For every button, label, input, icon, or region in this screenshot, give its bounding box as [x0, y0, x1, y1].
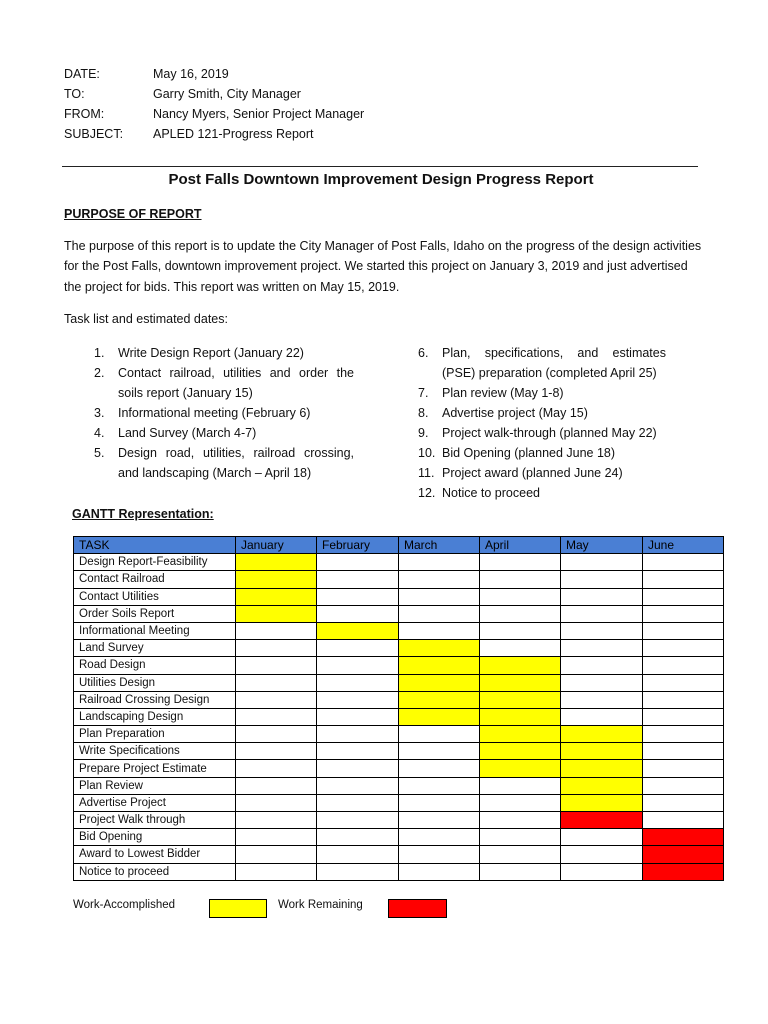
gantt-cell-empty-january: [236, 640, 317, 657]
report-title: Post Falls Downtown Improvement Design Progress Report: [168, 171, 594, 188]
memo-value-from: Nancy Myers, Senior Project Manager: [153, 107, 365, 121]
task-item: [418, 403, 666, 423]
gantt-cell-empty-april: [480, 605, 561, 622]
gantt-cell-empty-june: [643, 554, 724, 571]
task-item: [94, 443, 354, 483]
gantt-row: [74, 794, 724, 811]
gantt-cell-empty-january: [236, 760, 317, 777]
gantt-cell-empty-february: [317, 588, 399, 605]
task-item: [94, 403, 354, 423]
task-number: 10.: [418, 446, 436, 460]
gantt-row: [74, 657, 724, 674]
gantt-cell-empty-january: [236, 812, 317, 829]
gantt-cell-empty-may: [561, 708, 643, 725]
gantt-cell-empty-february: [317, 743, 399, 760]
gantt-cell-empty-february: [317, 571, 399, 588]
gantt-task-name: Bid Opening: [74, 829, 236, 846]
gantt-cell-accomplished-may: [561, 760, 643, 777]
gantt-cell-accomplished-april: [480, 760, 561, 777]
task-number: 1.: [94, 346, 105, 360]
gantt-cell-empty-january: [236, 622, 317, 639]
gantt-cell-empty-april: [480, 622, 561, 639]
gantt-task-name: Railroad Crossing Design: [74, 691, 236, 708]
gantt-row: [74, 812, 724, 829]
task-item: [418, 483, 666, 503]
gantt-cell-empty-march: [399, 812, 480, 829]
gantt-task-name: Advertise Project: [74, 794, 236, 811]
gantt-row: [74, 640, 724, 657]
task-text: Project walk-through (planned May 22): [442, 426, 657, 440]
task-item: [418, 463, 666, 483]
legend-remaining-label: Work Remaining: [278, 899, 363, 911]
gantt-cell-empty-february: [317, 674, 399, 691]
gantt-row: [74, 691, 724, 708]
gantt-cell-empty-february: [317, 846, 399, 863]
gantt-cell-empty-april: [480, 829, 561, 846]
gantt-task-name: Award to Lowest Bidder: [74, 846, 236, 863]
gantt-heading: GANTT Representation:: [72, 507, 214, 521]
gantt-cell-empty-january: [236, 777, 317, 794]
gantt-cell-empty-may: [561, 674, 643, 691]
gantt-cell-empty-april: [480, 863, 561, 880]
gantt-cell-empty-april: [480, 794, 561, 811]
gantt-cell-empty-june: [643, 708, 724, 725]
gantt-row: [74, 622, 724, 639]
gantt-header-task: TASK: [74, 537, 236, 554]
gantt-task-name: Write Specifications: [74, 743, 236, 760]
gantt-cell-empty-june: [643, 777, 724, 794]
gantt-cell-accomplished-april: [480, 708, 561, 725]
gantt-cell-remaining-june: [643, 863, 724, 880]
gantt-cell-empty-june: [643, 640, 724, 657]
gantt-cell-empty-april: [480, 588, 561, 605]
gantt-task-name: Land Survey: [74, 640, 236, 657]
gantt-cell-accomplished-april: [480, 743, 561, 760]
task-number: 4.: [94, 426, 105, 440]
gantt-cell-accomplished-april: [480, 674, 561, 691]
task-item: [418, 343, 666, 383]
task-item: [94, 423, 354, 443]
gantt-header-april: April: [480, 537, 561, 554]
task-number: 6.: [418, 346, 429, 360]
task-item: [418, 443, 666, 463]
task-text: Plan, specifications, and estimates (PSE) preparation (completed April 25): [442, 346, 666, 380]
task-text: Bid Opening (planned June 18): [442, 446, 616, 460]
gantt-cell-empty-june: [643, 605, 724, 622]
task-list-heading: Task list and estimated dates:: [64, 312, 228, 326]
gantt-cell-accomplished-may: [561, 794, 643, 811]
gantt-cell-empty-june: [643, 571, 724, 588]
gantt-cell-accomplished-may: [561, 743, 643, 760]
gantt-cell-empty-may: [561, 622, 643, 639]
gantt-cell-empty-april: [480, 777, 561, 794]
gantt-cell-accomplished-march: [399, 691, 480, 708]
gantt-row: [74, 726, 724, 743]
gantt-cell-empty-may: [561, 829, 643, 846]
gantt-header-june: June: [643, 537, 724, 554]
gantt-task-name: Design Report-Feasibility: [74, 554, 236, 571]
task-item: [94, 343, 354, 363]
gantt-cell-empty-april: [480, 812, 561, 829]
gantt-task-name: Order Soils Report: [74, 605, 236, 622]
gantt-task-name: Contact Railroad: [74, 571, 236, 588]
gantt-cell-accomplished-april: [480, 726, 561, 743]
gantt-row: [74, 605, 724, 622]
task-number: 9.: [418, 426, 429, 440]
gantt-cell-empty-june: [643, 674, 724, 691]
gantt-cell-empty-march: [399, 846, 480, 863]
gantt-cell-accomplished-march: [399, 708, 480, 725]
gantt-cell-accomplished-january: [236, 554, 317, 571]
gantt-cell-empty-may: [561, 640, 643, 657]
task-number: 2.: [94, 366, 105, 380]
gantt-cell-accomplished-january: [236, 571, 317, 588]
task-number: 11.: [418, 466, 435, 480]
gantt-cell-accomplished-april: [480, 657, 561, 674]
task-item: [418, 423, 666, 443]
gantt-task-name: Plan Review: [74, 777, 236, 794]
gantt-cell-empty-march: [399, 622, 480, 639]
gantt-cell-empty-february: [317, 708, 399, 725]
gantt-cell-empty-april: [480, 640, 561, 657]
gantt-cell-empty-february: [317, 812, 399, 829]
task-text: Informational meeting (February 6): [118, 406, 311, 420]
gantt-cell-empty-may: [561, 863, 643, 880]
purpose-heading: PURPOSE OF REPORT: [64, 207, 202, 221]
gantt-cell-empty-january: [236, 674, 317, 691]
gantt-row: [74, 743, 724, 760]
gantt-cell-accomplished-january: [236, 605, 317, 622]
task-list-right: [418, 343, 666, 503]
gantt-cell-empty-june: [643, 588, 724, 605]
memo-label-date: DATE:: [64, 67, 100, 81]
gantt-task-name: Contact Utilities: [74, 588, 236, 605]
gantt-cell-remaining-june: [643, 829, 724, 846]
gantt-task-name: Project Walk through: [74, 812, 236, 829]
gantt-cell-accomplished-february: [317, 622, 399, 639]
gantt-cell-empty-march: [399, 571, 480, 588]
gantt-task-name: Notice to proceed: [74, 863, 236, 880]
gantt-row: [74, 708, 724, 725]
task-text: Project award (planned June 24): [442, 466, 623, 480]
gantt-cell-empty-february: [317, 605, 399, 622]
gantt-cell-empty-january: [236, 726, 317, 743]
task-item: [418, 383, 666, 403]
gantt-row: [74, 571, 724, 588]
task-number: 7.: [418, 386, 429, 400]
gantt-header-row: [74, 537, 724, 554]
gantt-cell-empty-march: [399, 777, 480, 794]
gantt-cell-empty-january: [236, 743, 317, 760]
gantt-cell-empty-may: [561, 571, 643, 588]
gantt-task-name: Utilities Design: [74, 674, 236, 691]
gantt-cell-empty-february: [317, 829, 399, 846]
gantt-cell-empty-june: [643, 657, 724, 674]
gantt-cell-empty-february: [317, 726, 399, 743]
task-list-left: [94, 343, 354, 483]
memo-value-subject: APLED 121-Progress Report: [153, 127, 314, 141]
gantt-cell-empty-february: [317, 794, 399, 811]
gantt-cell-accomplished-march: [399, 657, 480, 674]
gantt-cell-empty-january: [236, 863, 317, 880]
memo-label-subject: SUBJECT:: [64, 127, 124, 141]
gantt-cell-empty-february: [317, 760, 399, 777]
task-text: Plan review (May 1-8): [442, 386, 564, 400]
gantt-cell-empty-january: [236, 794, 317, 811]
gantt-cell-empty-january: [236, 657, 317, 674]
gantt-cell-empty-february: [317, 554, 399, 571]
memo-label-to: TO:: [64, 87, 85, 101]
gantt-cell-empty-june: [643, 726, 724, 743]
gantt-cell-empty-april: [480, 554, 561, 571]
gantt-row: [74, 588, 724, 605]
gantt-cell-empty-january: [236, 708, 317, 725]
gantt-cell-empty-march: [399, 726, 480, 743]
gantt-row: [74, 846, 724, 863]
gantt-cell-empty-february: [317, 777, 399, 794]
gantt-cell-empty-june: [643, 794, 724, 811]
legend-remaining-swatch: [388, 899, 447, 918]
gantt-task-name: Informational Meeting: [74, 622, 236, 639]
gantt-cell-empty-march: [399, 760, 480, 777]
gantt-cell-empty-march: [399, 605, 480, 622]
legend-accomplished-label: Work-Accomplished: [73, 899, 176, 911]
memo-value-date: May 16, 2019: [153, 67, 229, 81]
task-text: Land Survey (March 4-7): [118, 426, 257, 440]
gantt-task-name: Road Design: [74, 657, 236, 674]
gantt-row: [74, 863, 724, 880]
task-item: [94, 363, 354, 403]
gantt-cell-empty-june: [643, 760, 724, 777]
gantt-row: [74, 829, 724, 846]
task-text: Contact railroad, utilities and order the soils report (January 15): [118, 366, 354, 400]
task-number: 5.: [94, 446, 105, 460]
gantt-cell-accomplished-march: [399, 640, 480, 657]
purpose-paragraph: The purpose of this report is to update the City Manager of Post Falls, Idaho on the progress of the design activities for the Post Falls, downtown improvement project. We started this project on January 3, 2019 and just advertised the project for bids. This report was written on May 15, 2019.: [64, 239, 702, 294]
gantt-cell-empty-may: [561, 691, 643, 708]
gantt-cell-empty-april: [480, 571, 561, 588]
gantt-cell-accomplished-may: [561, 777, 643, 794]
gantt-cell-empty-february: [317, 640, 399, 657]
gantt-cell-accomplished-may: [561, 726, 643, 743]
task-text: Write Design Report (January 22): [118, 346, 304, 360]
gantt-table: [73, 536, 724, 881]
gantt-header-march: March: [399, 537, 480, 554]
task-text: Design road, utilities, railroad crossing, and landscaping (March – April 18): [118, 446, 354, 480]
gantt-cell-empty-march: [399, 794, 480, 811]
gantt-cell-empty-january: [236, 691, 317, 708]
gantt-cell-empty-june: [643, 743, 724, 760]
gantt-cell-accomplished-april: [480, 691, 561, 708]
gantt-cell-remaining-may: [561, 812, 643, 829]
gantt-cell-accomplished-march: [399, 674, 480, 691]
gantt-cell-empty-february: [317, 691, 399, 708]
gantt-cell-empty-april: [480, 846, 561, 863]
gantt-row: [74, 674, 724, 691]
gantt-cell-empty-february: [317, 657, 399, 674]
task-number: 8.: [418, 406, 429, 420]
memo-value-to: Garry Smith, City Manager: [153, 87, 301, 101]
gantt-cell-remaining-june: [643, 846, 724, 863]
gantt-cell-empty-february: [317, 863, 399, 880]
gantt-cell-empty-may: [561, 554, 643, 571]
header-divider: [62, 166, 698, 167]
gantt-cell-empty-may: [561, 657, 643, 674]
gantt-row: [74, 760, 724, 777]
memo-label-from: FROM:: [64, 107, 105, 121]
gantt-cell-empty-march: [399, 554, 480, 571]
gantt-row: [74, 554, 724, 571]
gantt-row: [74, 777, 724, 794]
gantt-cell-empty-june: [643, 812, 724, 829]
gantt-cell-empty-june: [643, 691, 724, 708]
task-text: Advertise project (May 15): [442, 406, 588, 420]
gantt-cell-empty-march: [399, 588, 480, 605]
gantt-cell-accomplished-january: [236, 588, 317, 605]
gantt-cell-empty-may: [561, 605, 643, 622]
gantt-header-may: May: [561, 537, 643, 554]
gantt-header-february: February: [317, 537, 399, 554]
gantt-header-january: January: [236, 537, 317, 554]
task-number: 3.: [94, 406, 105, 420]
gantt-task-name: Landscaping Design: [74, 708, 236, 725]
gantt-cell-empty-march: [399, 743, 480, 760]
gantt-cell-empty-january: [236, 829, 317, 846]
gantt-task-name: Plan Preparation: [74, 726, 236, 743]
gantt-cell-empty-january: [236, 846, 317, 863]
gantt-cell-empty-may: [561, 588, 643, 605]
gantt-cell-empty-may: [561, 846, 643, 863]
task-number: 12.: [418, 486, 436, 500]
gantt-cell-empty-march: [399, 863, 480, 880]
gantt-body: [74, 554, 724, 881]
task-text: Notice to proceed: [442, 486, 540, 500]
gantt-cell-empty-march: [399, 829, 480, 846]
gantt-cell-empty-june: [643, 622, 724, 639]
gantt-task-name: Prepare Project Estimate: [74, 760, 236, 777]
legend-accomplished-swatch: [209, 899, 267, 918]
